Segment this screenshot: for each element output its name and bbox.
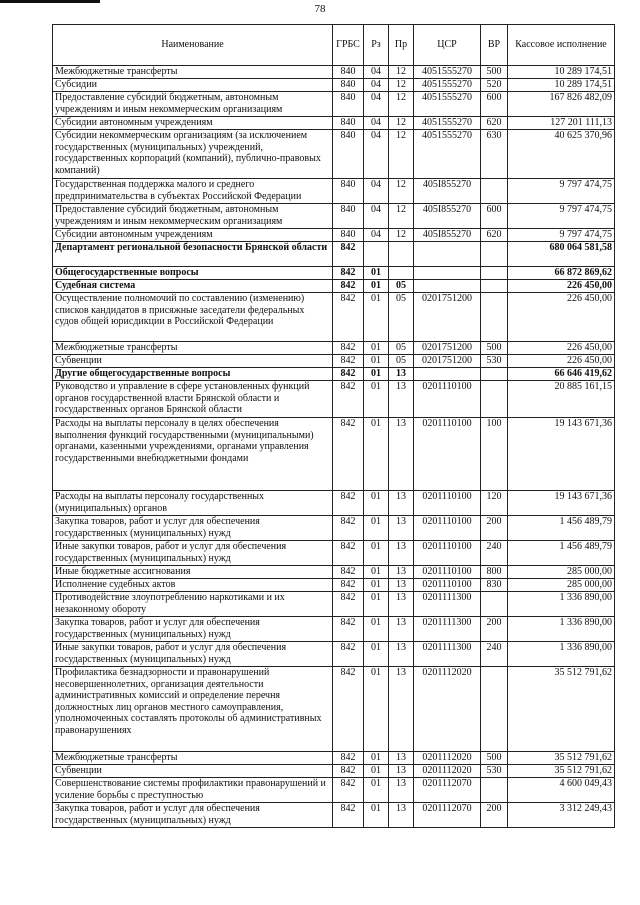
- row-name: Закупка товаров, работ и услуг для обеспечения государственных (муниципальных) нужд: [53, 803, 333, 828]
- row-vr: 500: [481, 752, 508, 765]
- row-rz: 01: [364, 778, 389, 803]
- table-row: [53, 778, 615, 803]
- row-vr: 600: [481, 92, 508, 117]
- row-amount: 3 312 249,43: [508, 803, 615, 828]
- row-name: Субвенции: [53, 765, 333, 778]
- row-vr: 500: [481, 66, 508, 79]
- row-csr: 0201112020: [414, 765, 481, 778]
- row-vr: 600: [481, 204, 508, 229]
- row-csr: [414, 280, 481, 293]
- row-grbs: 842: [333, 642, 364, 667]
- row-grbs: 842: [333, 566, 364, 579]
- row-rz: 04: [364, 117, 389, 130]
- table-row: [53, 541, 615, 566]
- row-pr: 12: [389, 204, 414, 229]
- row-rz: 01: [364, 368, 389, 381]
- table-row: [53, 267, 615, 280]
- row-name: Субсидии некоммерческим организациям (за исключением государственных (муниципальных) учреждений, государственных корпораций (компаний), публично-правовых компаний): [53, 130, 333, 179]
- row-pr: 13: [389, 516, 414, 541]
- row-grbs: 840: [333, 130, 364, 179]
- row-amount: 680 064 581,58: [508, 242, 615, 267]
- row-pr: 12: [389, 179, 414, 204]
- row-grbs: 840: [333, 229, 364, 242]
- table-row: [53, 130, 615, 179]
- table-row: [53, 355, 615, 368]
- row-vr: [481, 381, 508, 418]
- row-name: Профилактика безнадзорности и правонарушений несовершеннолетних, организация деятельности административных комиссий и определение перечня должностных лиц органов местного самоуправления, уполномоченных составлять протоколы об административных правонарушениях: [53, 667, 333, 752]
- row-name: Расходы на выплаты персоналу в целях обеспечения выполнения функций государственными (муниципальными) органами, казенными учреждениями, органами управления государственными внебюджетными фондами: [53, 418, 333, 491]
- row-rz: 04: [364, 204, 389, 229]
- row-amount: 1 336 890,00: [508, 617, 615, 642]
- row-rz: 01: [364, 280, 389, 293]
- row-pr: 13: [389, 566, 414, 579]
- table-row: [53, 368, 615, 381]
- row-pr: 13: [389, 642, 414, 667]
- row-csr: 4051555270: [414, 117, 481, 130]
- row-grbs: 842: [333, 418, 364, 491]
- row-csr: 0201112070: [414, 778, 481, 803]
- row-vr: 800: [481, 566, 508, 579]
- row-rz: 01: [364, 667, 389, 752]
- row-amount: 9 797 474,75: [508, 179, 615, 204]
- row-vr: 530: [481, 765, 508, 778]
- row-vr: [481, 267, 508, 280]
- row-name: Судебная система: [53, 280, 333, 293]
- row-rz: 01: [364, 579, 389, 592]
- row-pr: 13: [389, 617, 414, 642]
- row-pr: 05: [389, 280, 414, 293]
- row-csr: 0201110100: [414, 418, 481, 491]
- row-rz: 01: [364, 752, 389, 765]
- table-row: [53, 667, 615, 752]
- row-name: Общегосударственные вопросы: [53, 267, 333, 280]
- row-name: Субвенции: [53, 355, 333, 368]
- row-pr: 05: [389, 355, 414, 368]
- table-row: [53, 516, 615, 541]
- row-pr: 05: [389, 293, 414, 342]
- budget-execution-table: [52, 24, 615, 828]
- row-csr: 0201110100: [414, 541, 481, 566]
- row-rz: 01: [364, 765, 389, 778]
- row-grbs: 840: [333, 117, 364, 130]
- row-grbs: 842: [333, 617, 364, 642]
- row-rz: 04: [364, 92, 389, 117]
- row-name: Межбюджетные трансферты: [53, 66, 333, 79]
- row-amount: 167 826 482,09: [508, 92, 615, 117]
- header-amount: Кассовое исполнение: [508, 25, 615, 66]
- row-pr: [389, 267, 414, 280]
- row-name: Осуществление полномочий по составлению (изменению) списков кандидатов в присяжные заседатели федеральных судов общей юрисдикции в Российской Федерации: [53, 293, 333, 342]
- row-pr: 12: [389, 117, 414, 130]
- row-grbs: 842: [333, 267, 364, 280]
- row-name: Закупка товаров, работ и услуг для обеспечения государственных (муниципальных) нужд: [53, 617, 333, 642]
- row-name: Иные закупки товаров, работ и услуг для обеспечения государственных (муниципальных) нужд: [53, 642, 333, 667]
- row-rz: 01: [364, 803, 389, 828]
- row-vr: 520: [481, 79, 508, 92]
- row-amount: 226 450,00: [508, 355, 615, 368]
- row-amount: 285 000,00: [508, 579, 615, 592]
- row-amount: 226 450,00: [508, 342, 615, 355]
- row-vr: [481, 179, 508, 204]
- table-header-row: [53, 25, 615, 66]
- row-csr: 405I855270: [414, 204, 481, 229]
- row-rz: 01: [364, 516, 389, 541]
- row-grbs: 842: [333, 381, 364, 418]
- table-row: [53, 566, 615, 579]
- row-name: Иные закупки товаров, работ и услуг для обеспечения государственных (муниципальных) нужд: [53, 541, 333, 566]
- row-amount: 127 201 111,13: [508, 117, 615, 130]
- row-csr: 0201751200: [414, 342, 481, 355]
- row-grbs: 842: [333, 752, 364, 765]
- row-csr: [414, 242, 481, 267]
- table-row: [53, 242, 615, 267]
- table-row: [53, 803, 615, 828]
- row-csr: 0201111300: [414, 592, 481, 617]
- row-pr: 13: [389, 778, 414, 803]
- row-csr: 405I855270: [414, 179, 481, 204]
- table-row: [53, 752, 615, 765]
- row-grbs: 842: [333, 280, 364, 293]
- row-rz: 01: [364, 491, 389, 516]
- row-pr: 05: [389, 342, 414, 355]
- row-vr: 200: [481, 617, 508, 642]
- row-vr: [481, 242, 508, 267]
- row-grbs: 842: [333, 368, 364, 381]
- table-row: [53, 92, 615, 117]
- row-name: Закупка товаров, работ и услуг для обеспечения государственных (муниципальных) нужд: [53, 516, 333, 541]
- row-pr: 13: [389, 381, 414, 418]
- row-csr: 0201110100: [414, 381, 481, 418]
- row-pr: 13: [389, 541, 414, 566]
- row-vr: 830: [481, 579, 508, 592]
- row-pr: 13: [389, 667, 414, 752]
- row-vr: [481, 667, 508, 752]
- header-rz: Рз: [364, 25, 389, 66]
- table-row: [53, 117, 615, 130]
- row-pr: 13: [389, 765, 414, 778]
- row-grbs: 842: [333, 803, 364, 828]
- row-vr: 620: [481, 117, 508, 130]
- row-csr: [414, 267, 481, 280]
- row-vr: 630: [481, 130, 508, 179]
- row-rz: 04: [364, 79, 389, 92]
- row-name: Государственная поддержка малого и среднего предпринимательства в субъектах Российской Федерации: [53, 179, 333, 204]
- row-amount: 20 885 161,15: [508, 381, 615, 418]
- row-amount: 35 512 791,62: [508, 667, 615, 752]
- row-vr: 240: [481, 541, 508, 566]
- row-rz: 01: [364, 617, 389, 642]
- row-pr: 13: [389, 368, 414, 381]
- table-row: [53, 79, 615, 92]
- table-row: [53, 592, 615, 617]
- row-name: Противодействие злоупотреблению наркотиками и их незаконному обороту: [53, 592, 333, 617]
- row-amount: 40 625 370,96: [508, 130, 615, 179]
- row-grbs: 840: [333, 79, 364, 92]
- row-grbs: 842: [333, 491, 364, 516]
- page-number: 78: [314, 3, 326, 15]
- row-grbs: 842: [333, 592, 364, 617]
- table-row: [53, 765, 615, 778]
- row-name: Предоставление субсидий бюджетным, автономным учреждениям и иным некоммерческим организациям: [53, 204, 333, 229]
- row-pr: 13: [389, 418, 414, 491]
- row-amount: 226 450,00: [508, 280, 615, 293]
- header-vr: ВР: [481, 25, 508, 66]
- row-vr: [481, 280, 508, 293]
- row-csr: 0201751200: [414, 293, 481, 342]
- row-rz: 04: [364, 66, 389, 79]
- header-grbs: ГРБС: [333, 25, 364, 66]
- row-name: Другие общегосударственные вопросы: [53, 368, 333, 381]
- row-amount: 35 512 791,62: [508, 752, 615, 765]
- table-row: [53, 204, 615, 229]
- row-grbs: 842: [333, 765, 364, 778]
- row-rz: 01: [364, 642, 389, 667]
- row-vr: [481, 368, 508, 381]
- table-row: [53, 229, 615, 242]
- row-vr: 120: [481, 491, 508, 516]
- row-name: Руководство и управление в сфере установленных функций органов государственной власти Брянской области и государственных органов Брянской области: [53, 381, 333, 418]
- table-row: [53, 579, 615, 592]
- row-name: Департамент региональной безопасности Брянской области: [53, 242, 333, 267]
- row-grbs: 842: [333, 516, 364, 541]
- row-pr: 13: [389, 579, 414, 592]
- row-csr: 0201112070: [414, 803, 481, 828]
- row-amount: 66 646 419,62: [508, 368, 615, 381]
- row-vr: 500: [481, 342, 508, 355]
- row-name: Предоставление субсидий бюджетным, автономным учреждениям и иным некоммерческим организациям: [53, 92, 333, 117]
- row-pr: 13: [389, 592, 414, 617]
- row-grbs: 842: [333, 242, 364, 267]
- table-row: [53, 179, 615, 204]
- row-csr: 0201112020: [414, 752, 481, 765]
- row-pr: 13: [389, 491, 414, 516]
- row-csr: 4051555270: [414, 130, 481, 179]
- row-vr: 100: [481, 418, 508, 491]
- row-amount: 1 456 489,79: [508, 541, 615, 566]
- row-name: Субсидии автономным учреждениям: [53, 229, 333, 242]
- row-vr: 200: [481, 516, 508, 541]
- row-grbs: 840: [333, 204, 364, 229]
- row-pr: 12: [389, 130, 414, 179]
- header-name: Наименование: [53, 25, 333, 66]
- row-csr: 0201751200: [414, 355, 481, 368]
- row-pr: 12: [389, 92, 414, 117]
- row-amount: 10 289 174,51: [508, 79, 615, 92]
- row-rz: 04: [364, 130, 389, 179]
- row-amount: 1 336 890,00: [508, 592, 615, 617]
- row-rz: 01: [364, 418, 389, 491]
- row-rz: 01: [364, 342, 389, 355]
- row-csr: 0201110100: [414, 579, 481, 592]
- row-grbs: 842: [333, 355, 364, 368]
- row-grbs: 840: [333, 92, 364, 117]
- row-vr: 620: [481, 229, 508, 242]
- row-rz: 04: [364, 179, 389, 204]
- row-amount: 285 000,00: [508, 566, 615, 579]
- row-name: Расходы на выплаты персоналу государственных (муниципальных) органов: [53, 491, 333, 516]
- row-grbs: 842: [333, 778, 364, 803]
- row-vr: 200: [481, 803, 508, 828]
- row-amount: 35 512 791,62: [508, 765, 615, 778]
- row-amount: 9 797 474,75: [508, 204, 615, 229]
- row-name: Межбюджетные трансферты: [53, 752, 333, 765]
- row-pr: 12: [389, 66, 414, 79]
- table-row: [53, 280, 615, 293]
- row-csr: 4051555270: [414, 92, 481, 117]
- row-name: Исполнение судебных актов: [53, 579, 333, 592]
- row-grbs: 842: [333, 541, 364, 566]
- row-rz: 01: [364, 355, 389, 368]
- row-pr: 13: [389, 752, 414, 765]
- table-row: [53, 342, 615, 355]
- row-amount: 66 872 869,62: [508, 267, 615, 280]
- row-grbs: 842: [333, 667, 364, 752]
- row-amount: 4 600 049,43: [508, 778, 615, 803]
- row-grbs: 842: [333, 342, 364, 355]
- row-grbs: 840: [333, 66, 364, 79]
- row-grbs: 842: [333, 293, 364, 342]
- row-name: Субсидии автономным учреждениям: [53, 117, 333, 130]
- row-name: Межбюджетные трансферты: [53, 342, 333, 355]
- table-row: [53, 293, 615, 342]
- row-vr: 240: [481, 642, 508, 667]
- row-rz: 01: [364, 566, 389, 579]
- row-rz: 01: [364, 293, 389, 342]
- row-pr: 13: [389, 803, 414, 828]
- row-csr: 0201111300: [414, 617, 481, 642]
- row-name: Совершенствование системы профилактики правонарушений и усиление борьбы с преступностью: [53, 778, 333, 803]
- row-grbs: 842: [333, 579, 364, 592]
- row-rz: 04: [364, 229, 389, 242]
- row-rz: 01: [364, 541, 389, 566]
- row-amount: 1 456 489,79: [508, 516, 615, 541]
- row-name: Субсидии: [53, 79, 333, 92]
- row-pr: 12: [389, 79, 414, 92]
- row-amount: 1 336 890,00: [508, 642, 615, 667]
- row-amount: 9 797 474,75: [508, 229, 615, 242]
- row-name: Иные бюджетные ассигнования: [53, 566, 333, 579]
- row-csr: 0201112020: [414, 667, 481, 752]
- table-row: [53, 66, 615, 79]
- row-amount: 19 143 671,36: [508, 418, 615, 491]
- row-grbs: 840: [333, 179, 364, 204]
- row-csr: 0201110100: [414, 516, 481, 541]
- row-csr: 0201110100: [414, 491, 481, 516]
- table-row: [53, 381, 615, 418]
- row-vr: [481, 293, 508, 342]
- table-row: [53, 418, 615, 491]
- row-csr: 0201110100: [414, 566, 481, 579]
- row-csr: 0201111300: [414, 642, 481, 667]
- row-rz: [364, 242, 389, 267]
- table-row: [53, 491, 615, 516]
- row-amount: 10 289 174,51: [508, 66, 615, 79]
- row-pr: [389, 242, 414, 267]
- header-csr: ЦСР: [414, 25, 481, 66]
- row-rz: 01: [364, 592, 389, 617]
- table-row: [53, 617, 615, 642]
- row-csr: 405I855270: [414, 229, 481, 242]
- row-csr: [414, 368, 481, 381]
- row-vr: 530: [481, 355, 508, 368]
- row-csr: 4051555270: [414, 79, 481, 92]
- row-amount: 19 143 671,36: [508, 491, 615, 516]
- row-amount: 226 450,00: [508, 293, 615, 342]
- table-row: [53, 642, 615, 667]
- row-vr: [481, 778, 508, 803]
- row-rz: 01: [364, 267, 389, 280]
- row-csr: 4051555270: [414, 66, 481, 79]
- row-pr: 12: [389, 229, 414, 242]
- row-rz: 01: [364, 381, 389, 418]
- header-pr: Пр: [389, 25, 414, 66]
- row-vr: [481, 592, 508, 617]
